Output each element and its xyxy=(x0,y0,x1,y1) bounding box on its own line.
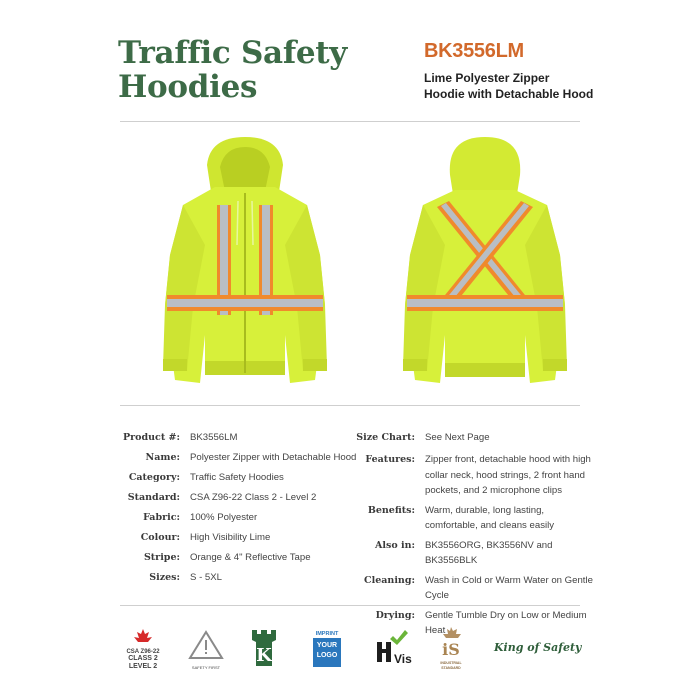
spec-left-row xyxy=(110,468,360,488)
spec-left-label: Fabric: xyxy=(143,512,180,523)
spec-left-row xyxy=(110,548,360,568)
spec-left-row xyxy=(110,508,360,528)
specs-left-column xyxy=(110,428,360,588)
page-title xyxy=(118,36,347,104)
spec-left-row xyxy=(110,568,360,588)
castle-icon xyxy=(250,628,278,668)
spec-left-value: S - 5XL xyxy=(190,572,222,583)
spec-left-value: Orange & 4" Reflective Tape xyxy=(190,552,311,563)
hi-vis-logo xyxy=(375,630,412,666)
spec-right-value: Zipper front, detachable hood with high collar neck, hood strings, 2 front hand pockets, and 2 microphone clips xyxy=(425,454,591,496)
spec-right-row xyxy=(355,536,595,569)
csa-line-1: CSA Z96-22 xyxy=(126,649,160,655)
spec-left-value: 100% Polyester xyxy=(190,512,258,523)
imprint-line-2: YOUR xyxy=(316,642,338,649)
divider-top xyxy=(120,121,580,122)
spec-left-label: Sizes: xyxy=(149,572,180,583)
spec-left-row xyxy=(110,428,360,448)
spec-left-row xyxy=(110,528,360,548)
spec-right-label: Cleaning: xyxy=(364,574,415,586)
spec-left-row xyxy=(110,488,360,508)
imprint-line-3: LOGO xyxy=(316,652,338,659)
hoodie-back-image xyxy=(385,135,585,385)
title-line-1: Traffic Safety xyxy=(118,35,348,71)
spec-left-value: BK3556LM xyxy=(190,432,238,443)
spec-left-label: Product #: xyxy=(123,432,180,443)
warning-triangle-icon xyxy=(188,630,224,660)
spec-left-label: Category: xyxy=(128,472,180,483)
csa-logo xyxy=(126,628,160,671)
spec-right-value: See Next Page xyxy=(425,432,490,443)
maple-leaf-icon xyxy=(126,628,160,644)
k-castle-logo xyxy=(250,628,278,668)
k-letter: K xyxy=(256,645,272,666)
title-line-2: Hoodies xyxy=(118,69,258,105)
subtitle-line-1: Lime Polyester Zipper xyxy=(424,71,550,85)
divider-middle xyxy=(120,405,580,406)
spec-right-value: Wash in Cold or Warm Water on Gentle Cycle xyxy=(425,574,593,601)
spec-right-label: Drying: xyxy=(375,609,415,621)
spec-right-label: Benefits: xyxy=(367,504,415,516)
safety-first-text: SAFETY FIRST xyxy=(191,665,221,670)
csa-line-3: LEVEL 2 xyxy=(128,663,158,670)
spec-left-value: CSA Z96-22 Class 2 - Level 2 xyxy=(190,492,317,503)
spec-right-value: Warm, durable, long lasting, comfortable, and cleans easily xyxy=(425,504,555,531)
spec-right-label: Size Chart: xyxy=(356,432,415,443)
industrial-standard-logo xyxy=(436,626,466,671)
is-letters: iS xyxy=(442,640,460,659)
spec-right-value: BK3556ORG, BK3556NV and BK3556BLK xyxy=(425,539,553,566)
product-code: BK3556LM xyxy=(424,40,524,62)
is-emblem-icon xyxy=(436,626,466,659)
spec-right-label: Also in: xyxy=(375,539,415,551)
subtitle-line-2: Hoodie with Detachable Hood xyxy=(424,87,594,101)
spec-left-row xyxy=(110,448,360,468)
imprint-line-1: IMPRINT xyxy=(313,631,341,638)
spec-left-value: High Visibility Lime xyxy=(190,532,271,543)
spec-right-value: Gentle Tumble Dry on Low or Medium Heat xyxy=(425,609,587,636)
spec-left-label: Standard: xyxy=(127,492,180,503)
specs-right-column xyxy=(355,428,595,641)
divider-bottom xyxy=(120,605,580,606)
csa-line-2: CLASS 2 xyxy=(128,655,158,662)
hi-vis-icon xyxy=(375,630,412,666)
hoodie-front-image xyxy=(145,135,345,385)
hi-vis-text: Vis xyxy=(394,652,412,666)
spec-left-label: Name: xyxy=(145,452,180,463)
spec-left-value: Polyester Zipper with Detachable Hood xyxy=(190,452,357,463)
spec-right-label: Features: xyxy=(365,454,415,465)
spec-right-row xyxy=(355,501,595,534)
imprint-logo-badge xyxy=(313,631,341,667)
king-of-safety-logo: King of Safety xyxy=(494,641,582,654)
spec-right-row xyxy=(355,450,595,499)
safety-first-logo xyxy=(188,630,224,671)
spec-left-label: Colour: xyxy=(140,532,180,543)
spec-right-row xyxy=(355,428,595,448)
spec-left-value: Traffic Safety Hoodies xyxy=(190,472,284,483)
spec-left-label: Stripe: xyxy=(143,552,180,563)
product-subtitle xyxy=(424,70,594,102)
is-subtext: INDUSTRIAL STANDARD xyxy=(440,661,462,670)
spec-right-row xyxy=(355,571,595,604)
